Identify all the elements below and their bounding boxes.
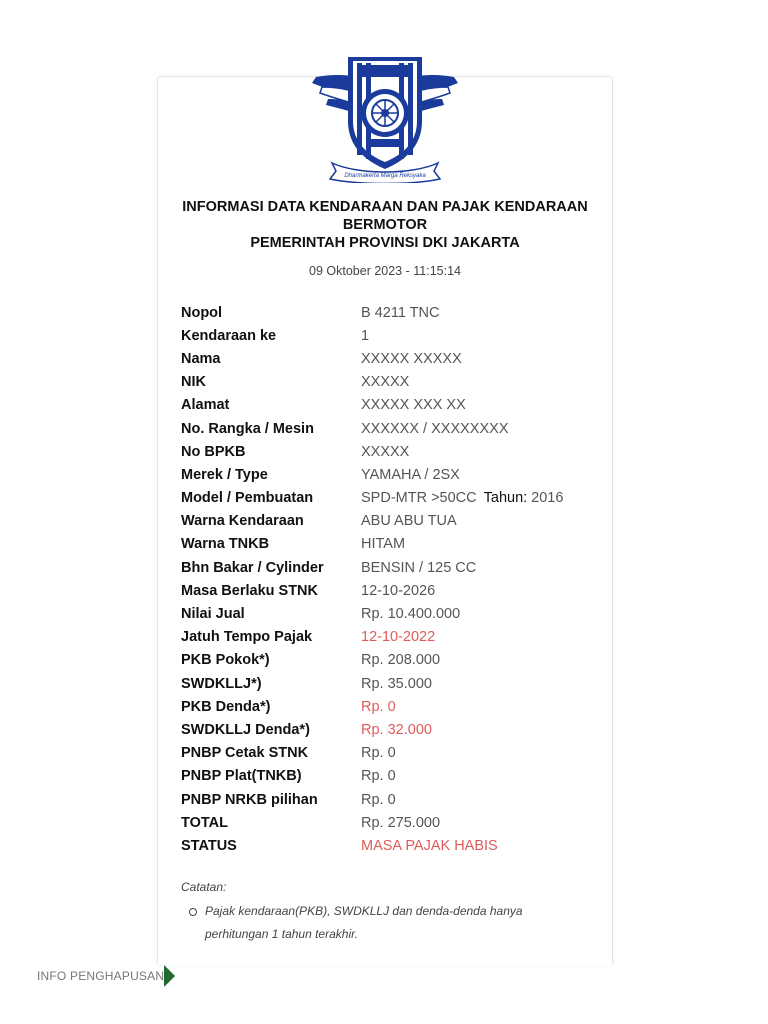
info-row-value-text: XXXXX XXXXX: [361, 350, 462, 367]
info-row-value: [361, 374, 409, 390]
info-row-label: Alamat: [181, 397, 230, 414]
info-row-label: Model / Pembuatan: [181, 490, 314, 507]
info-row-label: Masa Berlaku STNK: [181, 582, 318, 599]
info-row-value: [361, 421, 509, 437]
title-line-2: BERMOTOR: [342, 217, 428, 233]
info-row-label: PNBP NRKB pilihan: [181, 791, 318, 808]
info-row: [181, 301, 601, 324]
info-row-value-text: 12-10-2022: [361, 629, 436, 646]
info-row-value: [361, 583, 435, 599]
info-row: [181, 510, 601, 533]
info-row: [181, 672, 601, 695]
info-row: [181, 742, 601, 765]
info-row-value-text: SPD-MTR >50CC: [361, 490, 477, 507]
info-row-extra-value: 2016: [531, 490, 564, 507]
info-row-value-text: B 4211 TNC: [361, 304, 440, 321]
info-row-value-text: Rp. 0: [361, 768, 396, 785]
info-row: [181, 765, 601, 788]
info-row-label: Nilai Jual: [181, 606, 245, 623]
info-row-value: [361, 513, 457, 529]
info-row-value-text: YAMAHA / 2SX: [361, 466, 460, 483]
vehicle-info-card: [157, 76, 613, 965]
info-row-value: [361, 536, 405, 552]
info-row-value: [361, 699, 396, 715]
info-row-value: [361, 815, 440, 831]
title-line-3: PEMERINTAH PROVINSI DKI JAKARTA: [250, 235, 520, 251]
info-row-label: SWDKLLJ Denda*): [181, 721, 310, 738]
info-row-value-text: 12-10-2026: [361, 582, 436, 599]
info-row-label: Jatuh Tempo Pajak: [181, 629, 313, 646]
timestamp: 09 Oktober 2023 - 11:15:14: [309, 264, 461, 278]
info-penghapusan-label: INFO PENGHAPUSAN: [37, 969, 165, 983]
page-title: [178, 198, 592, 252]
info-row: [181, 811, 601, 834]
info-row-value-text: BENSIN / 125 CC: [361, 559, 477, 576]
info-row: [181, 533, 601, 556]
info-table: [181, 301, 601, 858]
info-row-value: [361, 490, 563, 506]
arrow-right-icon: [164, 965, 175, 987]
info-row-value: [361, 629, 435, 645]
info-row: [181, 602, 601, 625]
info-row-value: [361, 722, 432, 738]
police-emblem-icon: [308, 43, 462, 183]
info-row-value: [361, 328, 369, 344]
info-row-value: [361, 467, 460, 483]
info-row-value: [361, 560, 476, 576]
info-row: [181, 324, 601, 347]
info-row-value-text: 1: [361, 327, 370, 344]
info-row-label: NIK: [181, 374, 206, 391]
info-row-value-text: Rp. 35.000: [361, 675, 432, 692]
info-row-value: [361, 838, 498, 854]
info-row: [181, 417, 601, 440]
info-row: [181, 695, 601, 718]
info-row-label: PNBP Cetak STNK: [181, 745, 309, 762]
info-row-value-text: Rp. 0: [361, 791, 396, 808]
info-row-label: No BPKB: [181, 443, 246, 460]
info-row-label: Nama: [181, 350, 221, 367]
info-row-label: Kendaraan ke: [181, 327, 277, 344]
info-row-extra-label: Tahun:: [483, 490, 528, 507]
info-row: [181, 834, 601, 857]
info-row-value: [361, 652, 440, 668]
title-line-1: INFORMASI DATA KENDARAAN DAN PAJAK KENDARAAN: [182, 199, 588, 215]
info-row-value: [361, 768, 396, 784]
info-row-value-text: Rp. 0: [361, 698, 396, 715]
info-row-value-text: XXXXX: [361, 443, 410, 460]
info-row-label: SWDKLLJ*): [181, 675, 262, 692]
info-row-value: [361, 606, 460, 622]
info-row: [181, 556, 601, 579]
info-row: [181, 347, 601, 370]
info-row-label: PNBP Plat(TNKB): [181, 768, 302, 785]
info-row-label: Merek / Type: [181, 466, 268, 483]
info-row: [181, 718, 601, 741]
info-row-value-text: Rp. 208.000: [361, 652, 441, 669]
notes-heading: Catatan:: [181, 880, 227, 894]
info-row-value: [361, 397, 466, 413]
info-row-label: PKB Denda*): [181, 698, 271, 715]
info-row-value: [361, 444, 409, 460]
notes-item: [181, 900, 591, 946]
info-row-label: Nopol: [181, 304, 223, 321]
info-row-value-text: Rp. 32.000: [361, 721, 432, 738]
info-row-value-text: Rp. 0: [361, 745, 396, 762]
info-row-value-text: Rp. 10.400.000: [361, 606, 461, 623]
info-row-value-text: Rp. 275.000: [361, 814, 441, 831]
info-row-value-text: ABU ABU TUA: [361, 513, 457, 530]
info-row-value: [361, 676, 432, 692]
info-row-value: [361, 351, 462, 367]
info-row-label: Warna TNKB: [181, 536, 270, 553]
info-row-value-text: MASA PAJAK HABIS: [361, 837, 498, 854]
info-row-value: [361, 792, 396, 808]
info-row-value-text: HITAM: [361, 536, 406, 553]
info-row-value: [361, 745, 396, 761]
notes-section: [181, 880, 591, 946]
info-row: [181, 394, 601, 417]
info-row: [181, 487, 601, 510]
info-row-label: No. Rangka / Mesin: [181, 420, 314, 437]
info-row-label: TOTAL: [181, 814, 228, 831]
info-row: [181, 463, 601, 486]
info-row-label: Warna Kendaraan: [181, 513, 304, 530]
info-row: [181, 626, 601, 649]
info-row-label: Bhn Bakar / Cylinder: [181, 559, 324, 576]
svg-text:Dharmakerta Marga Reksyaka: Dharmakerta Marga Reksyaka: [344, 173, 426, 179]
info-row-value-text: XXXXX: [361, 374, 410, 391]
bullet-circle-icon: [189, 908, 197, 916]
info-penghapusan-tab[interactable]: [37, 965, 175, 987]
notes-item-text: Pajak kendaraan(PKB), SWDKLLJ dan denda-denda hanya perhitungan 1 tahun terakhir.: [205, 904, 523, 941]
info-row: [181, 371, 601, 394]
info-row: [181, 788, 601, 811]
info-row-value-text: XXXXXX / XXXXXXXX: [361, 420, 509, 437]
info-row-label: PKB Pokok*): [181, 652, 270, 669]
info-row: [181, 440, 601, 463]
info-row-label: STATUS: [181, 837, 237, 854]
info-row: [181, 649, 601, 672]
info-row-value-text: XXXXX XXX XX: [361, 397, 466, 414]
info-row: [181, 579, 601, 602]
info-row-value: [361, 305, 439, 321]
